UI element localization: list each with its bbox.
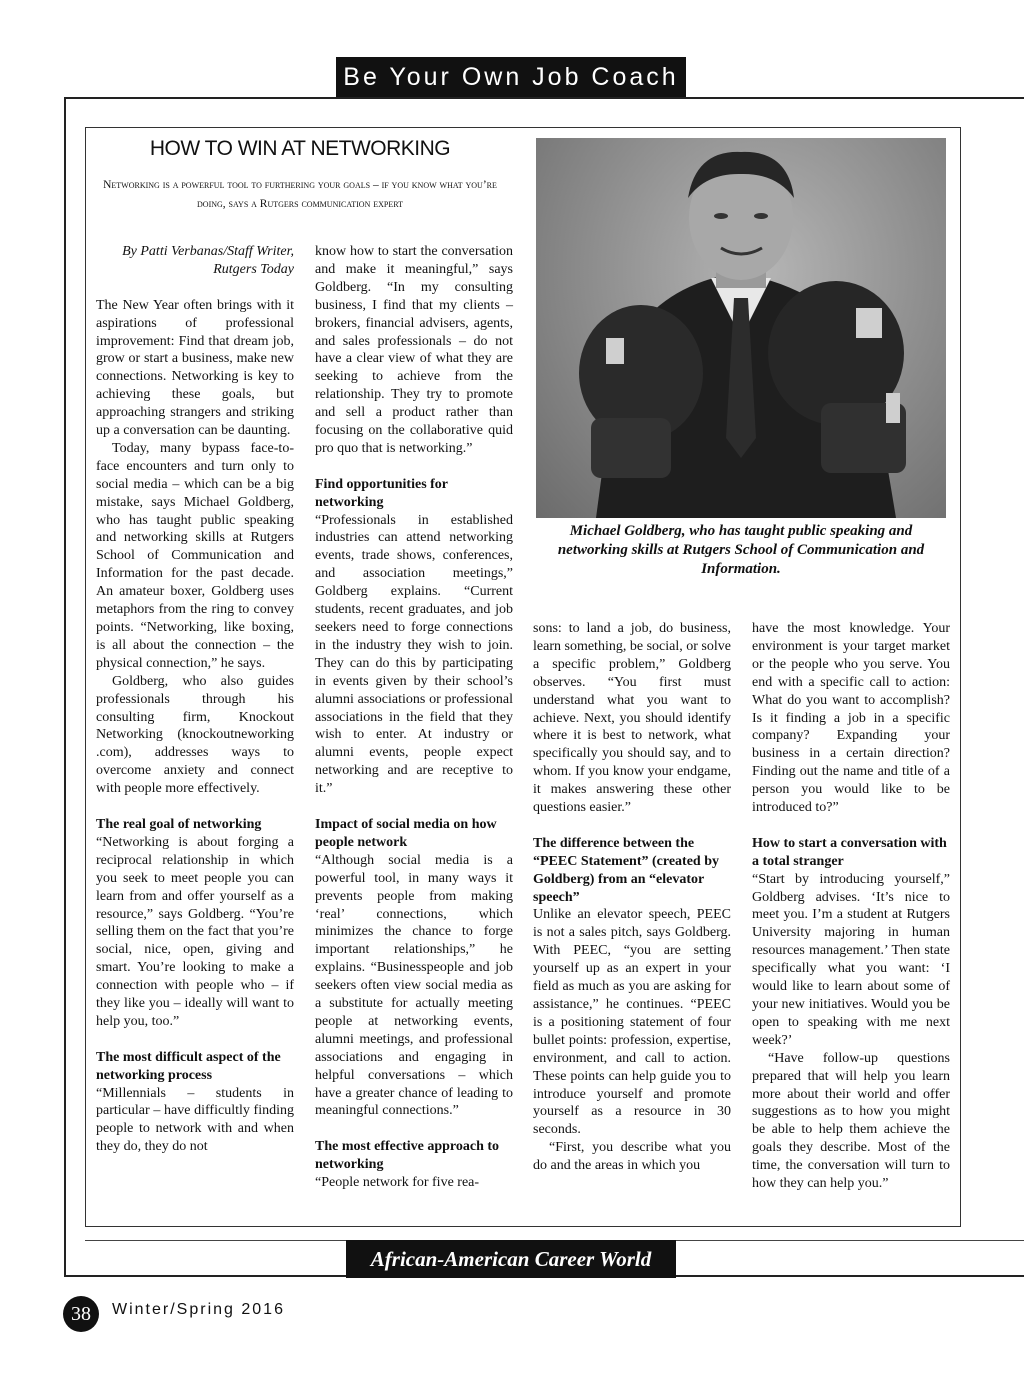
section-heading: How to start a conversation with a total stranger [752, 835, 947, 869]
paragraph: Unlike an elevator speech, PEEC is not a sales pitch, says Goldberg. With PEEC, “you are setting yourself up as an expert in your field as much as you are asking for assistance,” he continues. “PEEC is a positioning statement of four bullet points: profession, expertise, environment, and call to action. These points can help guide you to introduce yourself and promote yourself as a resource in 30 seconds. [533, 907, 731, 1138]
paragraph: “First, you describe what you do and the areas in which you [533, 1140, 731, 1174]
paragraph: Goldberg, who also guides professionals through his consulting firm, Knockout Networking (knockoutneworking .com), addresses ways to overcome anxiety and connect with people more effectively. [96, 673, 294, 797]
section-heading: The difference between the “PEEC Statement” (created by Goldberg) from an “elevator speech” [533, 835, 719, 905]
section-heading: Impact of social media on how people network [315, 816, 497, 850]
section-heading: The most effective approach to networking [315, 1139, 500, 1173]
section-heading: The real goal of networking [96, 816, 262, 832]
paragraph: have the most knowledge. Your environment is your target market or the people who you serve. You end with a specific call to action: What do you want to accomplish? Is it finding a job in a specific company? Expanding your business in a certain direction? Finding out the name and title of a person you would like to be introduced to?” [752, 621, 950, 816]
paragraph: “Start by introducing yourself,” Goldberg advises. ‘It’s nice to meet you. I’m a student at Rutgers University majoring in human resources management.’ Then state specifically what you want: ‘I would like to learn about some of your new initiatives. Would you be open to speaking with me next week?’ [752, 871, 950, 1048]
section-heading: The most difficult aspect of the networking process [96, 1049, 281, 1083]
byline-publication: Rutgers Today [213, 261, 294, 277]
boxer-photo [536, 138, 946, 518]
section-banner: Be Your Own Job Coach [336, 57, 686, 97]
boxer-illustration [536, 138, 946, 518]
paragraph: The New Year often brings with it aspirations of professional improvement: Find that dream job, grow or start a business, make new connections. Networking is key to achieving these goals, but approaching strangers and striking up a conversation can be daunting. [96, 297, 294, 439]
photo-caption: Michael Goldberg, who has taught public speaking and networking skills at Rutgers School of Communication and Information. [557, 523, 925, 577]
paragraph: sons: to land a job, do business, learn something, be social, or solve a specific problem,” Goldberg observes. “You first must understand what you want to achieve. Next, you should identify where it is best to network, what specifically you should say, and to whom. If you know your endgame, it makes answering these other questions easier.” [533, 621, 731, 816]
article-column-2 [315, 243, 513, 1192]
byline-author: By Patti Verbanas/Staff Writer, [122, 244, 294, 259]
article-column-4 [752, 620, 950, 1193]
article-headline: HOW TO WIN AT NETWORKING [149, 137, 451, 160]
issue-label: Winter/Spring 2016 [112, 1301, 285, 1318]
article-subhead: Networking is a powerful tool to furthering your goals – if you know what you’re doing, says a Rutgers communication expert [103, 179, 497, 210]
paragraph: “Although social media is a powerful tool, in many ways it prevents people from making ‘real’ connections, which minimizes the chance to forge important relationships,” he explains. “Businesspeople and job seekers often view social media as a substitute for actually meeting people at networking events, alumni meetings, and professional associations and engaging in helpful conversations – which have a greater chance of leading to meaningful connections.” [315, 852, 513, 1119]
page-number: 38 [63, 1296, 99, 1332]
paragraph: know how to start the conversation and make it meaningful,” says Goldberg. “In my consulting business, I find that my clients – brokers, financial advisers, agents, and sales professionals – do not have a clear view of what they are seeking to achieve from the relationship. They try to promote and sell a product rather than focusing on the collaborative quid pro quo that is networking.” [315, 244, 513, 456]
paragraph: “Professionals in established industries can attend networking events, trade shows, conferences, and association meetings,” Goldberg explains. “Current students, recent graduates, and job seekers need to forge connections in the industry they wish to join. They can do this by participating in events given by their school’s alumni associations or professional associations in the field that they wish to enter. At industry or alumni events, people expect networking and are receptive to it.” [315, 512, 513, 797]
paragraph: Today, many bypass face-to-face encounters and turn only to social media – which can be a big mistake, says Michael Goldberg, who has taught public speaking and networking skills at Rutgers School of Communication and Information for the past decade. An amateur boxer, Goldberg uses metaphors from the ring to convey points. “Networking, like boxing, is all about the connection – the physical connection,” he says. [96, 440, 294, 671]
paragraph: “People network for five rea- [315, 1175, 480, 1191]
paragraph: “Have follow-up questions prepared that will help you learn more about their world and offer suggestions as to how you might be able to help them achieve the goals they describe. Most of the time, the conversation will turn to how they can help you.” [752, 1050, 950, 1192]
article-column-1 [96, 243, 294, 1156]
section-heading: Find opportunities for networking [315, 476, 448, 510]
paragraph: “Millennials – students in particular – have difficultly finding people to network with and when they do, they do not [96, 1085, 294, 1155]
paragraph: “Networking is about forging a reciprocal relationship in which you seek to meet people you can learn from and offer yourself as a resource,” says Goldberg. “You’re selling them on the fact that you’re social, nice, open, giving and smart. You’re looking to make a connection with people who – if they like you – ideally will want to help you, too.” [96, 834, 294, 1029]
magazine-banner: African-American Career World [346, 1240, 676, 1278]
article-column-3 [533, 620, 731, 1175]
